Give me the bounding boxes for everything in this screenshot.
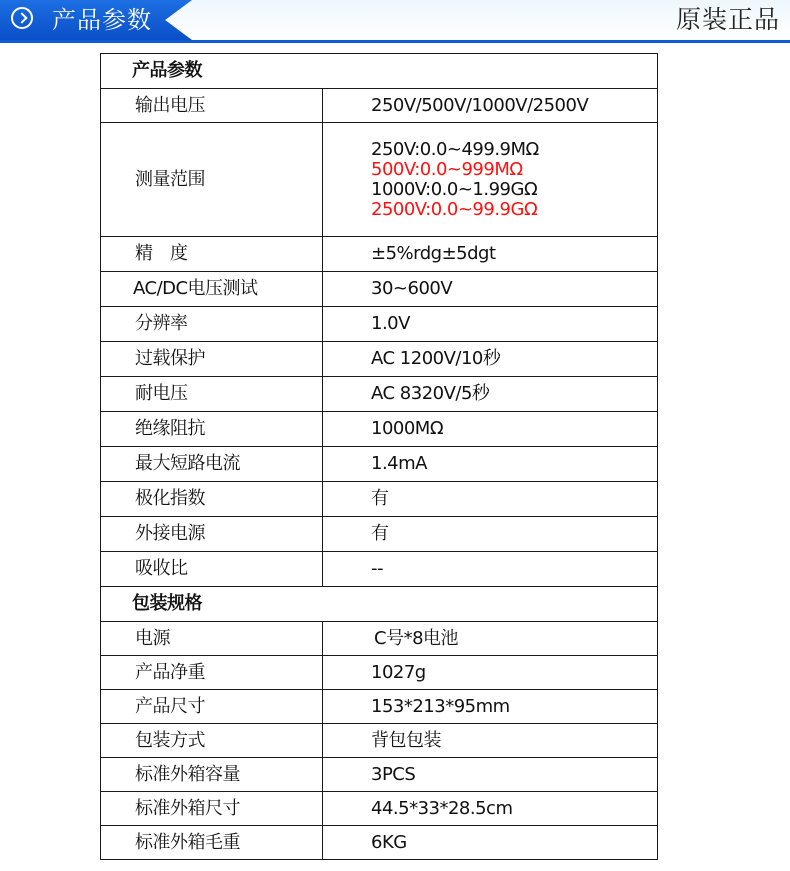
table-row	[101, 272, 658, 307]
row-value: 3PCS	[323, 758, 658, 792]
row-label: 包装方式	[101, 724, 323, 758]
range-line: 500V:0.0~999MΩ	[371, 158, 523, 180]
table-row	[101, 447, 658, 482]
row-value: 有	[323, 482, 658, 517]
row-value: AC 1200V/10秒	[323, 342, 658, 377]
table-row	[101, 89, 658, 123]
table-row	[101, 826, 658, 860]
section-header-row	[101, 54, 658, 89]
section-title: 包装规格	[101, 587, 658, 622]
table-row	[101, 758, 658, 792]
measurement-range-values	[323, 123, 658, 237]
row-label: 产品尺寸	[101, 690, 323, 724]
row-value: 44.5*33*28.5cm	[323, 792, 658, 826]
table-row	[101, 656, 658, 690]
row-label: 电源	[101, 622, 323, 656]
row-value: C号*8电池	[323, 622, 658, 656]
row-value: 6KG	[323, 826, 658, 860]
row-label: 吸收比	[101, 552, 323, 587]
row-value: 1027g	[323, 656, 658, 690]
row-value: 153*213*95mm	[323, 690, 658, 724]
row-label: 精 度	[101, 237, 323, 272]
table-row	[101, 792, 658, 826]
row-label: 产品净重	[101, 656, 323, 690]
row-label: 绝缘阻抗	[101, 412, 323, 447]
range-line: 1000V:0.0~1.99GΩ	[371, 178, 538, 200]
row-label: 耐电压	[101, 377, 323, 412]
row-value: 有	[323, 517, 658, 552]
table-row	[101, 690, 658, 724]
row-label: 测量范围	[101, 123, 323, 237]
row-value: AC 8320V/5秒	[323, 377, 658, 412]
row-label: 极化指数	[101, 482, 323, 517]
header-banner	[0, 0, 790, 48]
table-row	[101, 237, 658, 272]
section-title: 产品参数	[101, 54, 658, 89]
banner-underline	[0, 40, 790, 43]
table-row	[101, 517, 658, 552]
table-row	[101, 342, 658, 377]
row-label: 标准外箱尺寸	[101, 792, 323, 826]
spec-table-wrapper	[100, 53, 657, 860]
row-label: 标准外箱容量	[101, 758, 323, 792]
chevron-circle-icon	[11, 7, 33, 29]
row-label: 输出电压	[101, 89, 323, 123]
range-line: 2500V:0.0~99.9GΩ	[371, 198, 538, 220]
row-value: 1000MΩ	[323, 412, 658, 447]
row-label: AC/DC电压测试	[101, 272, 323, 307]
table-row	[101, 307, 658, 342]
row-label: 分辨率	[101, 307, 323, 342]
row-label: 过载保护	[101, 342, 323, 377]
section-header-row	[101, 587, 658, 622]
table-row	[101, 123, 658, 237]
row-label: 标准外箱毛重	[101, 826, 323, 860]
row-value: --	[323, 552, 658, 587]
row-value: 30~600V	[323, 272, 658, 307]
spec-table	[100, 53, 658, 860]
row-value: 250V/500V/1000V/2500V	[323, 89, 658, 123]
table-row	[101, 552, 658, 587]
table-row	[101, 724, 658, 758]
row-value: 1.4mA	[323, 447, 658, 482]
range-line: 250V:0.0~499.9MΩ	[371, 138, 539, 160]
table-row	[101, 377, 658, 412]
row-label: 最大短路电流	[101, 447, 323, 482]
row-value: 背包包装	[323, 724, 658, 758]
table-row	[101, 622, 658, 656]
row-value: ±5%rdg±5dgt	[323, 237, 658, 272]
table-row	[101, 482, 658, 517]
table-row	[101, 412, 658, 447]
page-title: 产品参数	[52, 6, 152, 34]
row-label: 外接电源	[101, 517, 323, 552]
genuine-label: 原装正品	[675, 5, 780, 34]
row-value: 1.0V	[323, 307, 658, 342]
